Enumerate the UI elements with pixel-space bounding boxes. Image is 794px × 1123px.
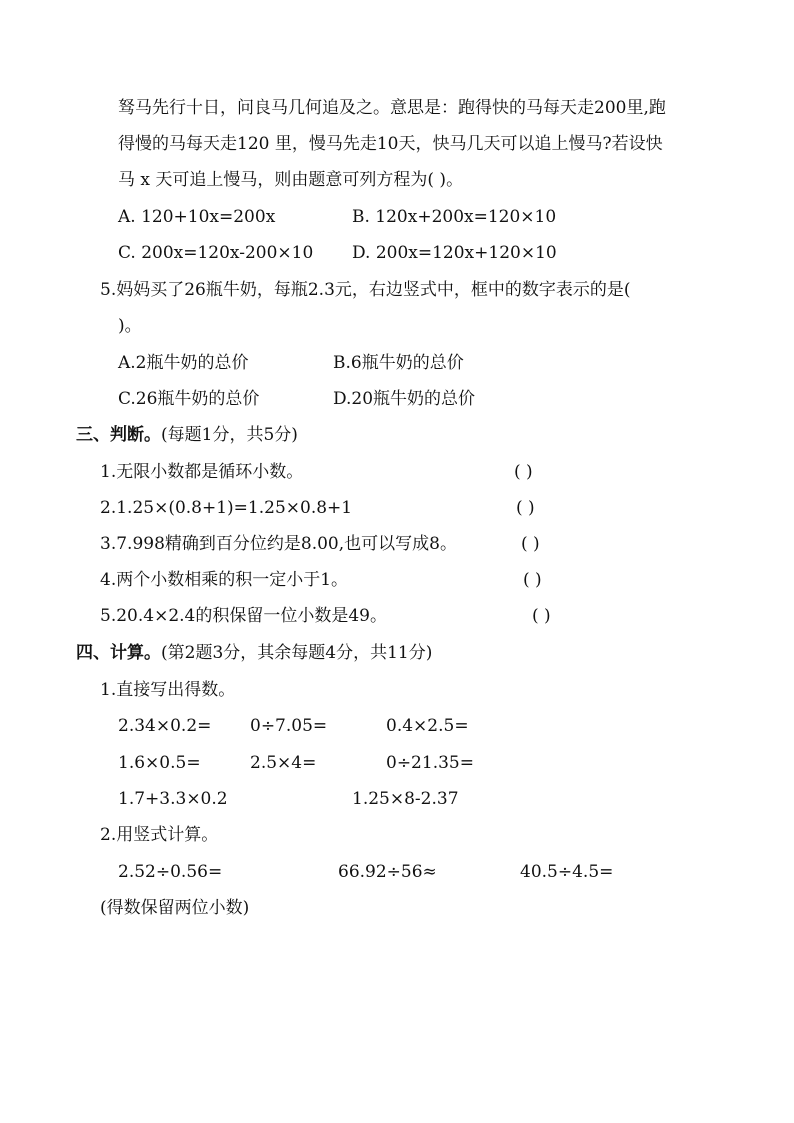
- problem5-line1: 5.妈妈买了26瓶牛奶，每瓶2.3元，右边竖式中，框中的数字表示的是(: [100, 280, 631, 300]
- section4-heading: 四、计算。: [76, 643, 161, 663]
- judge-item-1: 1.无限小数都是循环小数。: [100, 462, 304, 482]
- section3-header: [76, 423, 298, 447]
- judge-blank-3[interactable]: ( ): [521, 534, 540, 554]
- problem4-line3: 马 x 天可追上慢马，则由题意可列方程为( )。: [118, 170, 464, 190]
- judge-blank-4[interactable]: ( ): [523, 570, 542, 590]
- problem4-line1: 驽马先行十日，问良马几何追及之。意思是：跑得快的马每天走200里,跑: [118, 98, 666, 118]
- judge-item-2: 2.1.25×(0.8+1)=1.25×0.8+1: [100, 498, 353, 518]
- problem4-line2: 得慢的马每天走120 里，慢马先走10天，快马几天可以追上慢马?若设快: [118, 134, 663, 154]
- calc-q1-r2-c3: 0÷21.35=: [386, 753, 474, 773]
- calc-q2-title: 2.用竖式计算。: [100, 825, 219, 845]
- calc-q1-r1-c3: 0.4×2.5=: [386, 716, 469, 736]
- calc-q1-title: 1.直接写出得数。: [100, 680, 236, 700]
- section4-header: [76, 641, 432, 665]
- section4-note: (第2题3分，其余每题4分，共11分): [161, 643, 433, 663]
- problem5-option-d: D.20瓶牛奶的总价: [333, 389, 476, 409]
- judge-item-5: 5.20.4×2.4的积保留一位小数是49。: [100, 606, 387, 626]
- section3-note: (每题1分，共5分): [161, 425, 298, 445]
- judge-item-4: 4.两个小数相乘的积一定小于1。: [100, 570, 349, 590]
- calc-q1-r3-c1: 1.7+3.3×0.2: [118, 789, 228, 809]
- judge-blank-1[interactable]: ( ): [514, 462, 533, 482]
- judge-blank-2[interactable]: ( ): [516, 498, 535, 518]
- judge-item-3: 3.7.998精确到百分位约是8.00,也可以写成8。: [100, 534, 457, 554]
- problem4-option-a: A. 120+10x=200x: [118, 207, 276, 227]
- calc-q2-item-1: 2.52÷0.56=: [118, 862, 223, 882]
- calc-q2-item-3: 40.5÷4.5=: [520, 862, 614, 882]
- problem4-option-c: C. 200x=120x-200×10: [118, 243, 314, 263]
- section3-heading: 三、判断。: [76, 425, 161, 445]
- judge-blank-5[interactable]: ( ): [532, 606, 551, 626]
- problem5-option-b: B.6瓶牛奶的总价: [333, 353, 464, 373]
- calc-q2-item-2: 66.92÷56≈: [338, 862, 437, 882]
- problem5-option-c: C.26瓶牛奶的总价: [118, 389, 260, 409]
- calc-q2-note: (得数保留两位小数): [100, 898, 250, 918]
- problem4-option-d: D. 200x=120x+120×10: [352, 243, 557, 263]
- calc-q1-r2-c1: 1.6×0.5=: [118, 753, 201, 773]
- problem4-option-b: B. 120x+200x=120×10: [352, 207, 557, 227]
- calc-q1-r1-c1: 2.34×0.2=: [118, 716, 212, 736]
- problem5-option-a: A.2瓶牛奶的总价: [118, 353, 249, 373]
- calc-q1-r1-c2: 0÷7.05=: [250, 716, 328, 736]
- calc-q1-r2-c2: 2.5×4=: [250, 753, 317, 773]
- calc-q1-r3-c2: 1.25×8-2.37: [352, 789, 459, 809]
- problem5-line2: )。: [118, 316, 142, 336]
